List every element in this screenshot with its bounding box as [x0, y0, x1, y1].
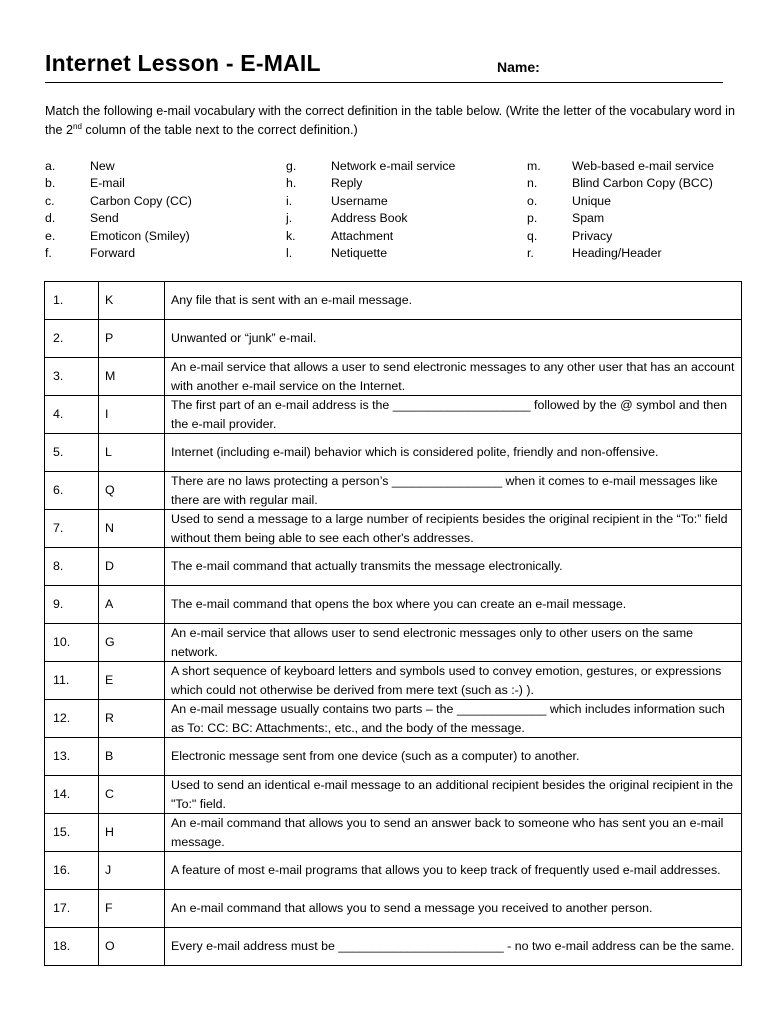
vocab-item — [45, 228, 192, 245]
row-number: 12. — [45, 700, 99, 738]
definition-cell: The first part of an e-mail address is the ____________________ followed by the @ symbol and then the e-mail provider. — [165, 396, 742, 434]
definition-cell: Used to send an identical e-mail message to an additional recipient besides the original recipient in the "To:" field. — [165, 776, 742, 814]
table-row — [45, 434, 742, 472]
vocab-term: Unique — [572, 193, 611, 208]
instructions-superscript: nd — [73, 121, 82, 131]
answer-cell[interactable]: J — [99, 852, 165, 890]
vocab-letter: n. — [527, 176, 538, 191]
definition-cell: Unwanted or “junk” e-mail. — [165, 320, 742, 358]
definition-cell: A short sequence of keyboard letters and symbols used to convey emotion, gestures, or expressions which could not otherwise be derived from mere text (such as :-) ). — [165, 662, 742, 700]
definition-cell: The e-mail command that actually transmits the message electronically. — [165, 548, 742, 586]
answer-cell[interactable]: M — [99, 358, 165, 396]
row-number: 2. — [45, 320, 99, 358]
vocab-item — [286, 245, 455, 262]
vocab-item — [286, 210, 455, 227]
table-row — [45, 890, 742, 928]
answer-cell[interactable]: A — [99, 586, 165, 624]
answer-cell[interactable]: R — [99, 700, 165, 738]
table-row — [45, 624, 742, 662]
vocab-term: Heading/Header — [572, 246, 662, 261]
definitions-table — [44, 281, 742, 966]
answer-cell[interactable]: I — [99, 396, 165, 434]
table-row — [45, 510, 742, 548]
answer-cell[interactable]: Q — [99, 472, 165, 510]
vocab-term: Carbon Copy (CC) — [90, 193, 192, 208]
definition-cell: Any file that is sent with an e-mail message. — [165, 282, 742, 320]
vocab-item — [45, 193, 192, 210]
definition-cell: An e-mail message usually contains two parts – the _____________ which includes information such as To: CC: BC: Attachments:, etc., and the body of the message. — [165, 700, 742, 738]
answer-cell[interactable]: L — [99, 434, 165, 472]
table-row — [45, 472, 742, 510]
vocab-term: Username — [331, 193, 388, 208]
definition-cell: An e-mail command that allows you to send an answer back to someone who has sent you an e-mail message. — [165, 814, 742, 852]
definition-cell: A feature of most e-mail programs that allows you to keep track of frequently used e-mail addresses. — [165, 852, 742, 890]
vocab-term: Forward — [90, 246, 136, 261]
vocab-letter: f. — [45, 246, 52, 261]
vocab-term: Reply — [331, 176, 363, 191]
vocab-item — [527, 175, 714, 192]
table-row — [45, 738, 742, 776]
vocab-item — [45, 158, 192, 175]
answer-cell[interactable]: P — [99, 320, 165, 358]
answer-cell[interactable]: K — [99, 282, 165, 320]
vocab-letter: o. — [527, 193, 538, 208]
definition-cell: There are no laws protecting a person’s ________________ when it comes to e-mail messages like there are with regular mail. — [165, 472, 742, 510]
vocab-letter: q. — [527, 228, 538, 243]
table-row — [45, 852, 742, 890]
vocab-letter: l. — [286, 246, 293, 261]
vocab-item — [286, 175, 455, 192]
vocab-term: Spam — [572, 211, 605, 226]
vocab-term: New — [90, 159, 115, 173]
answer-cell[interactable]: G — [99, 624, 165, 662]
row-number: 16. — [45, 852, 99, 890]
row-number: 5. — [45, 434, 99, 472]
vocab-term: Netiquette — [331, 246, 388, 261]
vocab-letter: d. — [45, 211, 56, 226]
definition-cell: Every e-mail address must be ________________________ - no two e-mail address can be the same. — [165, 928, 742, 966]
vocab-item — [45, 175, 192, 192]
table-row — [45, 358, 742, 396]
vocab-letter: h. — [286, 176, 297, 191]
vocab-item — [527, 228, 714, 245]
vocab-term: Network e-mail service — [331, 159, 456, 173]
row-number: 8. — [45, 548, 99, 586]
vocab-letter: r. — [527, 246, 534, 261]
table-row — [45, 662, 742, 700]
definition-cell: Electronic message sent from one device (such as a computer) to another. — [165, 738, 742, 776]
instructions — [45, 102, 735, 140]
definition-cell: An e-mail service that allows a user to send electronic messages to any other user that has an account with another e-mail service on the Internet. — [165, 358, 742, 396]
vocab-term: Send — [90, 211, 119, 226]
definition-cell: The e-mail command that opens the box where you can create an e-mail message. — [165, 586, 742, 624]
row-number: 10. — [45, 624, 99, 662]
definition-cell: An e-mail service that allows user to send electronic messages only to other users on the same network. — [165, 624, 742, 662]
instructions-text: Match the following e-mail vocabulary with the correct definition in the table below. (Write the letter of the vocabulary word in the 2 — [45, 104, 735, 137]
row-number: 9. — [45, 586, 99, 624]
vocab-item — [286, 158, 455, 175]
vocab-letter: k. — [286, 228, 296, 243]
row-number: 11. — [45, 662, 99, 700]
vocab-term: Attachment — [331, 228, 394, 243]
row-number: 17. — [45, 890, 99, 928]
row-number: 3. — [45, 358, 99, 396]
vocab-term: Emoticon (Smiley) — [90, 228, 190, 243]
vocab-item — [286, 228, 455, 245]
definition-cell: Internet (including e-mail) behavior which is considered polite, friendly and non-offensive. — [165, 434, 742, 472]
row-number: 15. — [45, 814, 99, 852]
table-row — [45, 814, 742, 852]
vocab-letter: j. — [286, 211, 293, 226]
answer-cell[interactable]: C — [99, 776, 165, 814]
row-number: 13. — [45, 738, 99, 776]
vocab-term: Privacy — [572, 228, 613, 243]
vocab-item — [527, 158, 714, 175]
answer-cell[interactable]: B — [99, 738, 165, 776]
vocab-letter: p. — [527, 211, 538, 226]
vocab-item — [527, 193, 714, 210]
table-row — [45, 928, 742, 966]
vocab-term: E-mail — [90, 176, 125, 191]
row-number: 18. — [45, 928, 99, 966]
vocab-letter: a. — [45, 159, 56, 173]
page-title: Internet Lesson - E-MAIL — [45, 50, 321, 76]
row-number: 7. — [45, 510, 99, 548]
vocab-letter: e. — [45, 228, 56, 243]
vocab-letter: b. — [45, 176, 56, 191]
vocab-item — [45, 210, 192, 227]
vocab-term: Web-based e-mail service — [572, 159, 714, 173]
vocab-term: Address Book — [331, 211, 408, 226]
vocab-item — [527, 245, 714, 262]
row-number: 14. — [45, 776, 99, 814]
vocabulary-column-1 — [45, 158, 192, 262]
name-label: Name: — [497, 59, 540, 75]
row-number: 4. — [45, 396, 99, 434]
vocab-item — [527, 210, 714, 227]
table-row — [45, 320, 742, 358]
instructions-text-end: column of the table next to the correct definition.) — [81, 123, 358, 137]
vocabulary-column-3 — [527, 158, 714, 262]
answer-cell[interactable]: E — [99, 662, 165, 700]
table-row — [45, 548, 742, 586]
vocab-term: Blind Carbon Copy (BCC) — [572, 176, 713, 191]
table-row — [45, 776, 742, 814]
vocab-item — [45, 245, 192, 262]
answer-cell[interactable]: N — [99, 510, 165, 548]
answer-cell[interactable]: F — [99, 890, 165, 928]
vocab-letter: i. — [286, 193, 293, 208]
table-row — [45, 700, 742, 738]
vocab-letter: g. — [286, 159, 297, 173]
table-row — [45, 586, 742, 624]
vocabulary-column-2 — [286, 158, 455, 262]
table-row — [45, 396, 742, 434]
answer-cell[interactable]: O — [99, 928, 165, 966]
definition-cell: An e-mail command that allows you to send a message you received to another person. — [165, 890, 742, 928]
row-number: 6. — [45, 472, 99, 510]
answer-cell[interactable]: H — [99, 814, 165, 852]
row-number: 1. — [45, 282, 99, 320]
definition-cell: Used to send a message to a large number of recipients besides the original recipient in the “To:” field without them being able to see each other's addresses. — [165, 510, 742, 548]
table-row — [45, 282, 742, 320]
vocab-letter: c. — [45, 193, 55, 208]
vocab-item — [286, 193, 455, 210]
title-row — [45, 50, 723, 83]
answer-cell[interactable]: D — [99, 548, 165, 586]
vocab-letter: m. — [527, 159, 541, 173]
